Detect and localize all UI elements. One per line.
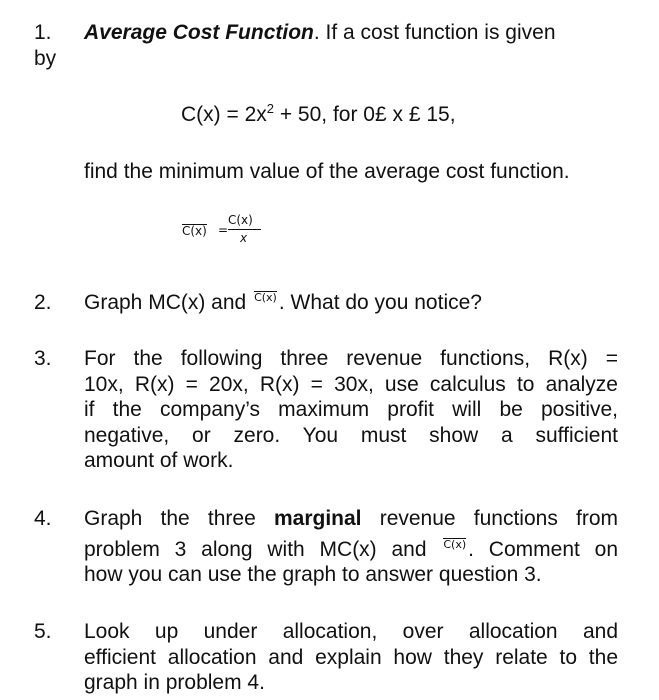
problem-5-line: Look up under allocation, over allocation and [84, 620, 618, 643]
problem-2-text-before: Graph MC(x) and [84, 291, 247, 314]
avg-cost-fraction-bar [228, 229, 261, 230]
problem-2-text [84, 290, 482, 316]
problem-5-number: 5. [34, 620, 52, 643]
problem-1-intro [84, 20, 556, 46]
problem-1-intro-wrap: by [34, 47, 57, 70]
problem-3-line: 10x, R(x) = 20x, R(x) = 30x, use calculus to analyze [84, 372, 618, 396]
problem-5-line: graph in problem 4. [84, 671, 265, 694]
average-cost-symbol: C(x) [254, 291, 277, 304]
average-cost-symbol: C(x) [443, 537, 467, 551]
problem-3-line: if the company’s maximum profit will be positive, [84, 398, 618, 421]
problem-1-title: Average Cost Function [84, 21, 314, 44]
cost-function-formula [181, 102, 456, 128]
problem-5-line: efficient allocation and explain how they relate to the [84, 645, 618, 669]
problem-1-number: 1. [34, 21, 52, 44]
problem-5-text [84, 619, 618, 696]
avg-cost-numerator: C(x) [228, 213, 253, 227]
problem-1-task: find the minimum value of the average cost function. [84, 160, 570, 183]
problem-4-line-2-before: problem 3 along with MC(x) and [84, 537, 427, 561]
problem-3-text [84, 346, 618, 474]
problem-4-text [84, 506, 618, 588]
problem-1-intro-rest: . If a cost function is given [313, 21, 556, 44]
problem-2-number: 2. [34, 291, 52, 314]
marginal-emphasis: marginal [273, 507, 362, 530]
problem-4-line-1-before: Graph the three [84, 507, 256, 530]
formula-exponent: 2 [266, 101, 274, 116]
problem-3-number: 3. [34, 347, 52, 370]
problem-3-line: For the following three revenue functions, R(x) = [84, 347, 618, 370]
problem-2-text-after: . What do you notice? [278, 291, 482, 314]
problem-4-number: 4. [34, 507, 52, 530]
problem-4-line-3: how you can use the graph to answer question 3. [84, 563, 542, 586]
problem-4-line-1-after: revenue functions from [379, 507, 619, 530]
avg-cost-denominator: x [240, 231, 248, 245]
problem-4-line-2-after: . Comment on [468, 537, 619, 561]
problem-4-line-1 [84, 506, 618, 532]
formula-suffix: + 50, for 0£ x £ 15, [274, 103, 456, 126]
problem-4-line-2 [84, 537, 618, 563]
average-cost-formula [182, 213, 272, 253]
problem-3-line: amount of work. [84, 449, 234, 472]
avg-cost-equals: = [218, 223, 229, 237]
avg-cost-lhs: C(x) [182, 224, 207, 238]
problem-3-line: negative, or zero. You must show a sufficient [84, 423, 618, 447]
formula-prefix: C(x) = 2x [181, 103, 267, 126]
